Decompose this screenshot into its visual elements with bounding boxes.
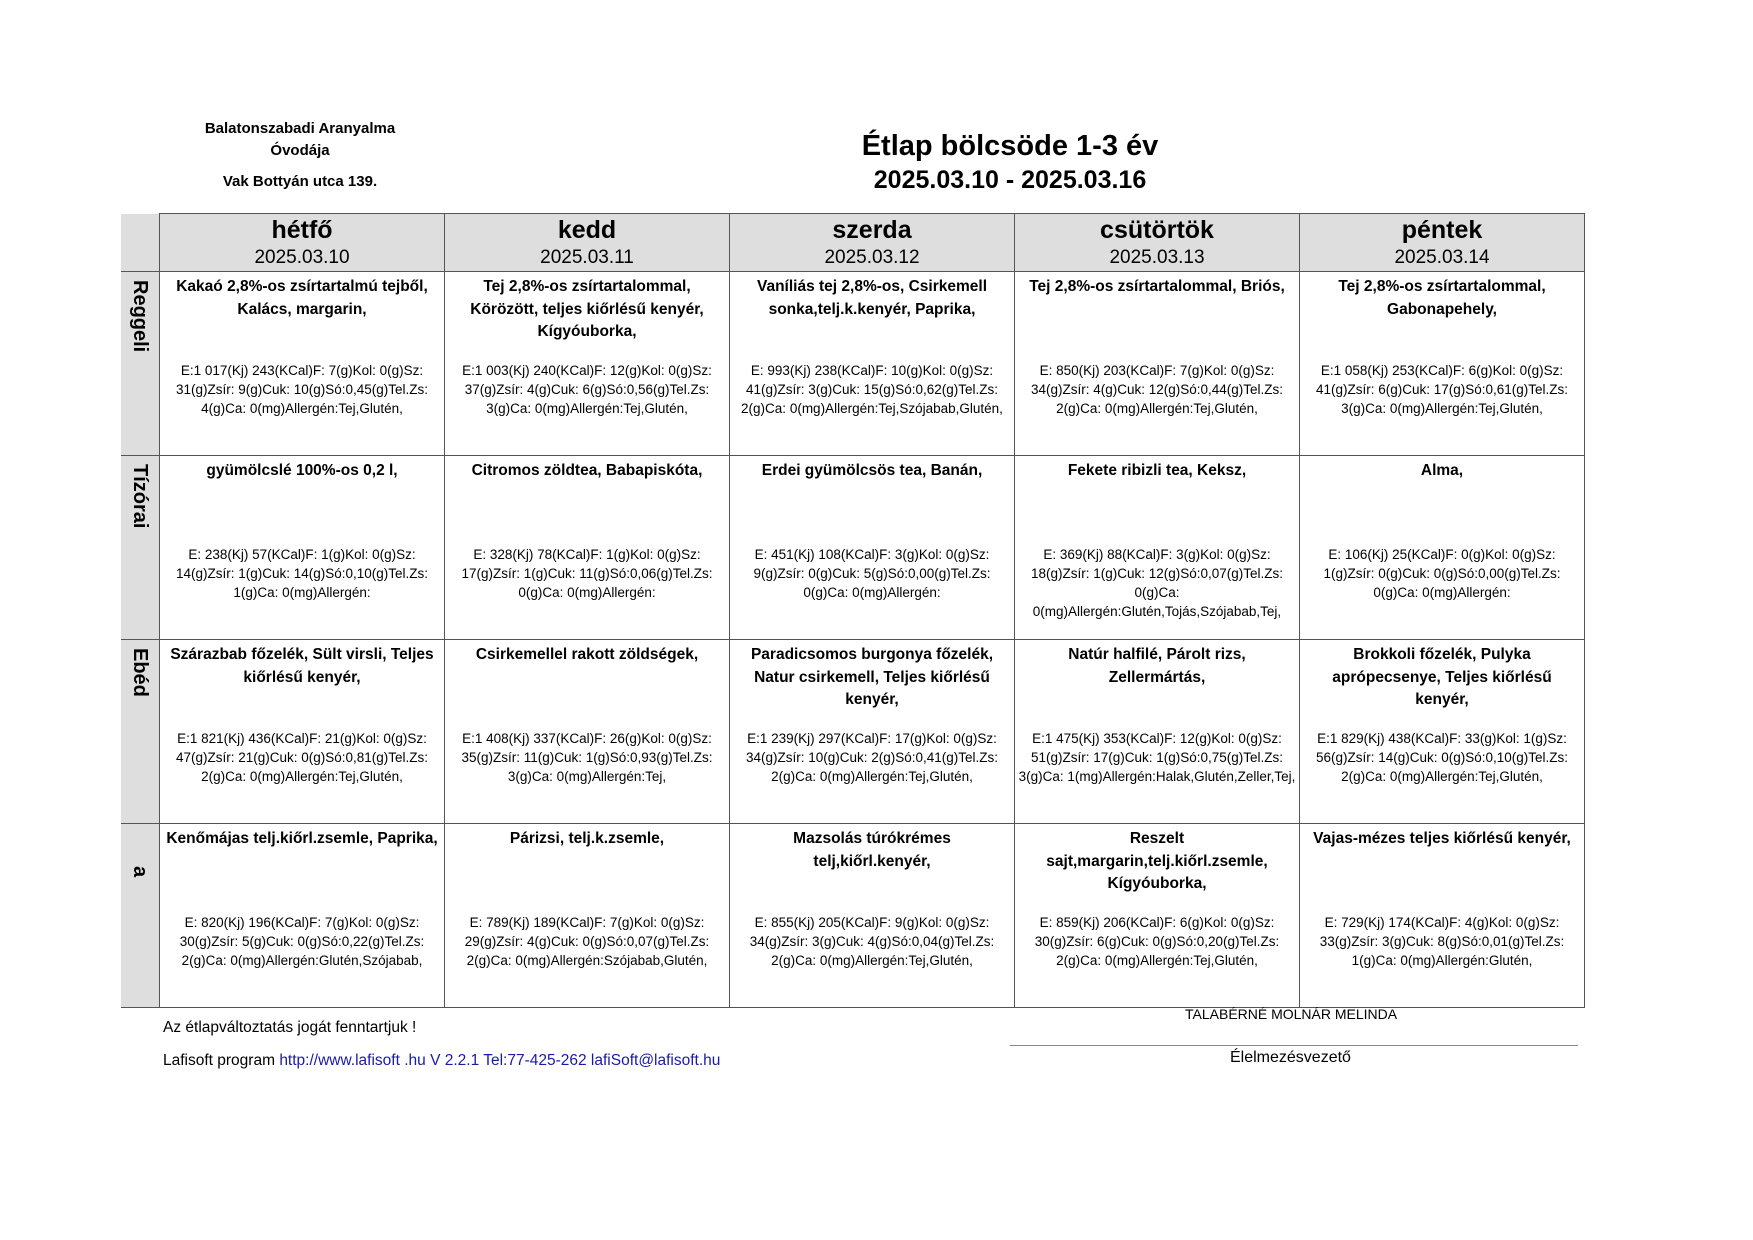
food-items: Vajas-mézes teljes kiőrlésű kenyér, xyxy=(1313,830,1571,847)
day-header-monday xyxy=(160,214,445,272)
nutrition-info: E: 855(Kj) 205(KCal)F: 9(g)Kol: 0(g)Sz: 34(g)Zsír: 3(g)Cuk: 4(g)Só:0,04(g)Tel.Zs: 2(g)Ca: 0(mg)Allergén:Tej,Glutén, xyxy=(749,915,995,968)
meal-label: Tízórai xyxy=(129,464,151,529)
food-items: Kakaó 2,8%-os zsírtartalmú tejből, Kalács, margarin, xyxy=(176,278,428,318)
day-name: csütörtök xyxy=(1100,216,1214,244)
food-items: gyümölcslé 100%-os 0,2 l, xyxy=(206,462,398,479)
lafisoft-link[interactable]: http://www.lafisoft .hu V 2.2.1 Tel:77-425-262 lafiSoft@lafisoft.hu xyxy=(279,1052,721,1069)
nutrition-info: E:1 829(Kj) 438(KCal)F: 33(g)Kol: 1(g)Sz: 56(g)Zsír: 14(g)Cuk: 0(g)Só:0,10(g)Tel.Zs: 2(g)Ca: 0(mg)Allergén:Tej,Glutén, xyxy=(1315,731,1569,784)
meal-row-tizorai xyxy=(121,456,1585,640)
program-prefix: Lafisoft program xyxy=(163,1052,280,1069)
menu-cell xyxy=(160,272,445,456)
food-items: Tej 2,8%-os zsírtartalommal, Briós, xyxy=(1029,278,1285,295)
nutrition-info: E:1 058(Kj) 253(KCal)F: 6(g)Kol: 0(g)Sz: 41(g)Zsír: 6(g)Cuk: 17(g)Só:0,61(g)Tel.Zs: 3(g)Ca: 0(mg)Allergén:Tej,Glutén, xyxy=(1315,363,1569,416)
menu-cell xyxy=(730,824,1015,1008)
menu-date-range: 2025.03.10 - 2025.03.16 xyxy=(873,166,1147,194)
food-items: Vaníliás tej 2,8%-os, Csirkemell sonka,telj.k.kenyér, Paprika, xyxy=(756,278,988,318)
corner-cell xyxy=(121,214,160,272)
signature-name: TALABÉRNÉ MOLNÁR MELINDA xyxy=(1185,1006,1398,1022)
food-items: Kenőmájas telj.kiőrl.zsemle, Paprika, xyxy=(166,830,438,847)
food-items: Citromos zöldtea, Babapiskóta, xyxy=(471,462,703,479)
food-items: Brokkoli főzelék, Pulyka aprópecsenye, Teljes kiőrlésű kenyér, xyxy=(1332,646,1552,708)
day-name: hétfő xyxy=(271,216,333,244)
meal-label-cell xyxy=(121,640,160,824)
menu-cell xyxy=(1015,640,1300,824)
day-date: 2025.03.10 xyxy=(254,247,350,268)
food-items: Erdei gyümölcsös tea, Banán, xyxy=(761,462,983,479)
meal-label: a xyxy=(129,866,151,878)
meal-row-ebed xyxy=(121,640,1585,824)
nutrition-info: E: 238(Kj) 57(KCal)F: 1(g)Kol: 0(g)Sz: 14(g)Zsír: 1(g)Cuk: 14(g)Só:0,10(g)Tel.Zs: 1(g)Ca: 0(mg)Allergén: xyxy=(175,547,429,600)
signature-role: Élelmezésvezető xyxy=(1230,1049,1351,1066)
day-date: 2025.03.11 xyxy=(540,247,634,268)
institution-name-line2: Óvodája xyxy=(270,142,330,159)
menu-cell xyxy=(1300,456,1585,640)
menu-cell xyxy=(1300,640,1585,824)
nutrition-info: E:1 475(Kj) 353(KCal)F: 12(g)Kol: 0(g)Sz: 51(g)Zsír: 17(g)Cuk: 1(g)Só:0,75(g)Tel.Zs: 3(g)Ca: 1(mg)Allergén:Halak,Glutén,Zeller,Tej, xyxy=(1018,731,1296,784)
day-name: szerda xyxy=(832,216,912,244)
menu-cell xyxy=(160,824,445,1008)
menu-cell xyxy=(160,640,445,824)
day-header-friday xyxy=(1300,214,1585,272)
nutrition-info: E: 993(Kj) 238(KCal)F: 10(g)Kol: 0(g)Sz: 41(g)Zsír: 3(g)Cuk: 15(g)Só:0,62(g)Tel.Zs: 2(g)Ca: 0(mg)Allergén:Tej,Szójabab,Glutén, xyxy=(741,363,1003,416)
nutrition-info: E: 789(Kj) 189(KCal)F: 7(g)Kol: 0(g)Sz: 29(g)Zsír: 4(g)Cuk: 0(g)Só:0,07(g)Tel.Zs: 2(g)Ca: 0(mg)Allergén:Szójabab,Glutén, xyxy=(464,915,710,968)
menu-cell xyxy=(730,272,1015,456)
menu-cell xyxy=(445,456,730,640)
food-items: Csirkemellel rakott zöldségek, xyxy=(475,646,699,663)
food-items: Tej 2,8%-os zsírtartalommal, Körözött, teljes kiőrlésű kenyér, Kígyóuborka, xyxy=(470,278,704,340)
food-items: Szárazbab főzelék, Sült virsli, Teljes kiőrlésű kenyér, xyxy=(170,646,434,686)
nutrition-info: E: 106(Kj) 25(KCal)F: 0(g)Kol: 0(g)Sz: 1(g)Zsír: 0(g)Cuk: 0(g)Só:0,00(g)Tel.Zs: 0(g)Ca: 0(mg)Allergén: xyxy=(1323,547,1561,600)
menu-cell xyxy=(160,456,445,640)
nutrition-info: E: 328(Kj) 78(KCal)F: 1(g)Kol: 0(g)Sz: 17(g)Zsír: 1(g)Cuk: 11(g)Só:0,06(g)Tel.Zs: 0(g)Ca: 0(mg)Allergén: xyxy=(461,547,713,600)
nutrition-info: E:1 003(Kj) 240(KCal)F: 12(g)Kol: 0(g)Sz: 37(g)Zsír: 4(g)Cuk: 6(g)Só:0,56(g)Tel.Zs: 3(g)Ca: 0(mg)Allergén:Tej,Glutén, xyxy=(462,363,712,416)
nutrition-info: E:1 239(Kj) 297(KCal)F: 17(g)Kol: 0(g)Sz: 34(g)Zsír: 10(g)Cuk: 2(g)Só:0,41(g)Tel.Zs: 2(g)Ca: 0(mg)Allergén:Tej,Glutén, xyxy=(745,731,999,784)
day-header-tuesday xyxy=(445,214,730,272)
institution-address: Vak Bottyán utca 139. xyxy=(222,173,378,190)
nutrition-info: E:1 017(Kj) 243(KCal)F: 7(g)Kol: 0(g)Sz: 31(g)Zsír: 9(g)Cuk: 10(g)Só:0,45(g)Tel.Zs: 4(g)Ca: 0(mg)Allergén:Tej,Glutén, xyxy=(175,363,429,416)
menu-cell xyxy=(1300,824,1585,1008)
day-header-row xyxy=(121,214,1585,272)
nutrition-info: E: 451(Kj) 108(KCal)F: 3(g)Kol: 0(g)Sz: 9(g)Zsír: 0(g)Cuk: 5(g)Só:0,00(g)Tel.Zs: 0(g)Ca: 0(mg)Allergén: xyxy=(753,547,991,600)
menu-cell xyxy=(1300,272,1585,456)
menu-cell xyxy=(730,456,1015,640)
menu-cell xyxy=(1015,824,1300,1008)
menu-cell xyxy=(445,640,730,824)
nutrition-info: E: 820(Kj) 196(KCal)F: 7(g)Kol: 0(g)Sz: 30(g)Zsír: 5(g)Cuk: 0(g)Só:0,22(g)Tel.Zs: 2(g)Ca: 0(mg)Allergén:Glutén,Szójabab, xyxy=(179,915,425,968)
meal-label: Ebéd xyxy=(129,648,151,697)
menu-cell xyxy=(730,640,1015,824)
day-header-wednesday xyxy=(730,214,1015,272)
day-date: 2025.03.14 xyxy=(1394,247,1490,268)
signature-line xyxy=(1010,1045,1578,1046)
day-date: 2025.03.13 xyxy=(1109,247,1205,268)
menu-title: Étlap bölcsöde 1-3 év xyxy=(861,130,1159,162)
meal-row-reggeli xyxy=(121,272,1585,456)
day-name: péntek xyxy=(1401,216,1483,244)
food-items: Natúr halfilé, Párolt rizs, Zellermártás, xyxy=(1068,646,1246,686)
food-items: Reszelt sajt,margarin,telj.kiőrl.zsemle, Kígyóuborka, xyxy=(1046,830,1268,892)
meal-row-uzsonna xyxy=(121,824,1585,1008)
meal-label-cell xyxy=(121,824,160,1008)
nutrition-info: E: 859(Kj) 206(KCal)F: 6(g)Kol: 0(g)Sz: 30(g)Zsír: 6(g)Cuk: 0(g)Só:0,20(g)Tel.Zs: 2(g)Ca: 0(mg)Allergén:Tej,Glutén, xyxy=(1034,915,1280,968)
food-items: Alma, xyxy=(1420,462,1464,479)
food-items: Paradicsomos burgonya főzelék, Natur csirkemell, Teljes kiőrlésű kenyér, xyxy=(750,646,994,708)
meal-label-cell xyxy=(121,272,160,456)
program-info xyxy=(163,1052,720,1070)
day-date: 2025.03.12 xyxy=(824,247,920,268)
food-items: Párizsi, telj.k.zsemle, xyxy=(509,830,665,847)
meal-label-cell xyxy=(121,456,160,640)
institution-name-line1: Balatonszabadi Aranyalma xyxy=(204,120,396,137)
meal-label: Reggeli xyxy=(129,280,151,353)
menu-cell xyxy=(445,824,730,1008)
disclaimer: Az étlapváltoztatás jogát fenntartjuk ! xyxy=(163,1019,417,1036)
menu-cell xyxy=(1015,456,1300,640)
day-header-thursday xyxy=(1015,214,1300,272)
nutrition-info: E:1 821(Kj) 436(KCal)F: 21(g)Kol: 0(g)Sz: 47(g)Zsír: 21(g)Cuk: 0(g)Só:0,81(g)Tel.Zs: 2(g)Ca: 0(mg)Allergén:Tej,Glutén, xyxy=(175,731,429,784)
food-items: Mazsolás túrókrémes telj,kiőrl.kenyér, xyxy=(793,830,951,870)
nutrition-info: E:1 408(Kj) 337(KCal)F: 26(g)Kol: 0(g)Sz: 35(g)Zsír: 11(g)Cuk: 1(g)Só:0,93(g)Tel.Zs: 3(g)Ca: 0(mg)Allergén:Tej, xyxy=(461,731,713,784)
food-items: Tej 2,8%-os zsírtartalommal, Gabonapehely, xyxy=(1338,278,1546,318)
menu-cell xyxy=(445,272,730,456)
nutrition-info: E: 729(Kj) 174(KCal)F: 4(g)Kol: 0(g)Sz: 33(g)Zsír: 3(g)Cuk: 8(g)Só:0,01(g)Tel.Zs: 1(g)Ca: 0(mg)Allergén:Glutén, xyxy=(1319,915,1565,968)
menu-cell xyxy=(1015,272,1300,456)
day-name: kedd xyxy=(557,216,617,244)
nutrition-info: E: 369(Kj) 88(KCal)F: 3(g)Kol: 0(g)Sz: 18(g)Zsír: 1(g)Cuk: 12(g)Só:0,07(g)Tel.Zs: 0(g)Ca: 0(mg)Allergén:Glutén,Tojás,Szójabab,Tej, xyxy=(1030,547,1284,619)
food-items: Fekete ribizli tea, Keksz, xyxy=(1067,462,1247,479)
nutrition-info: E: 850(Kj) 203(KCal)F: 7(g)Kol: 0(g)Sz: 34(g)Zsír: 4(g)Cuk: 12(g)Só:0,44(g)Tel.Zs: 2(g)Ca: 0(mg)Allergén:Tej,Glutén, xyxy=(1030,363,1284,416)
weekly-menu-table xyxy=(121,213,1585,1008)
